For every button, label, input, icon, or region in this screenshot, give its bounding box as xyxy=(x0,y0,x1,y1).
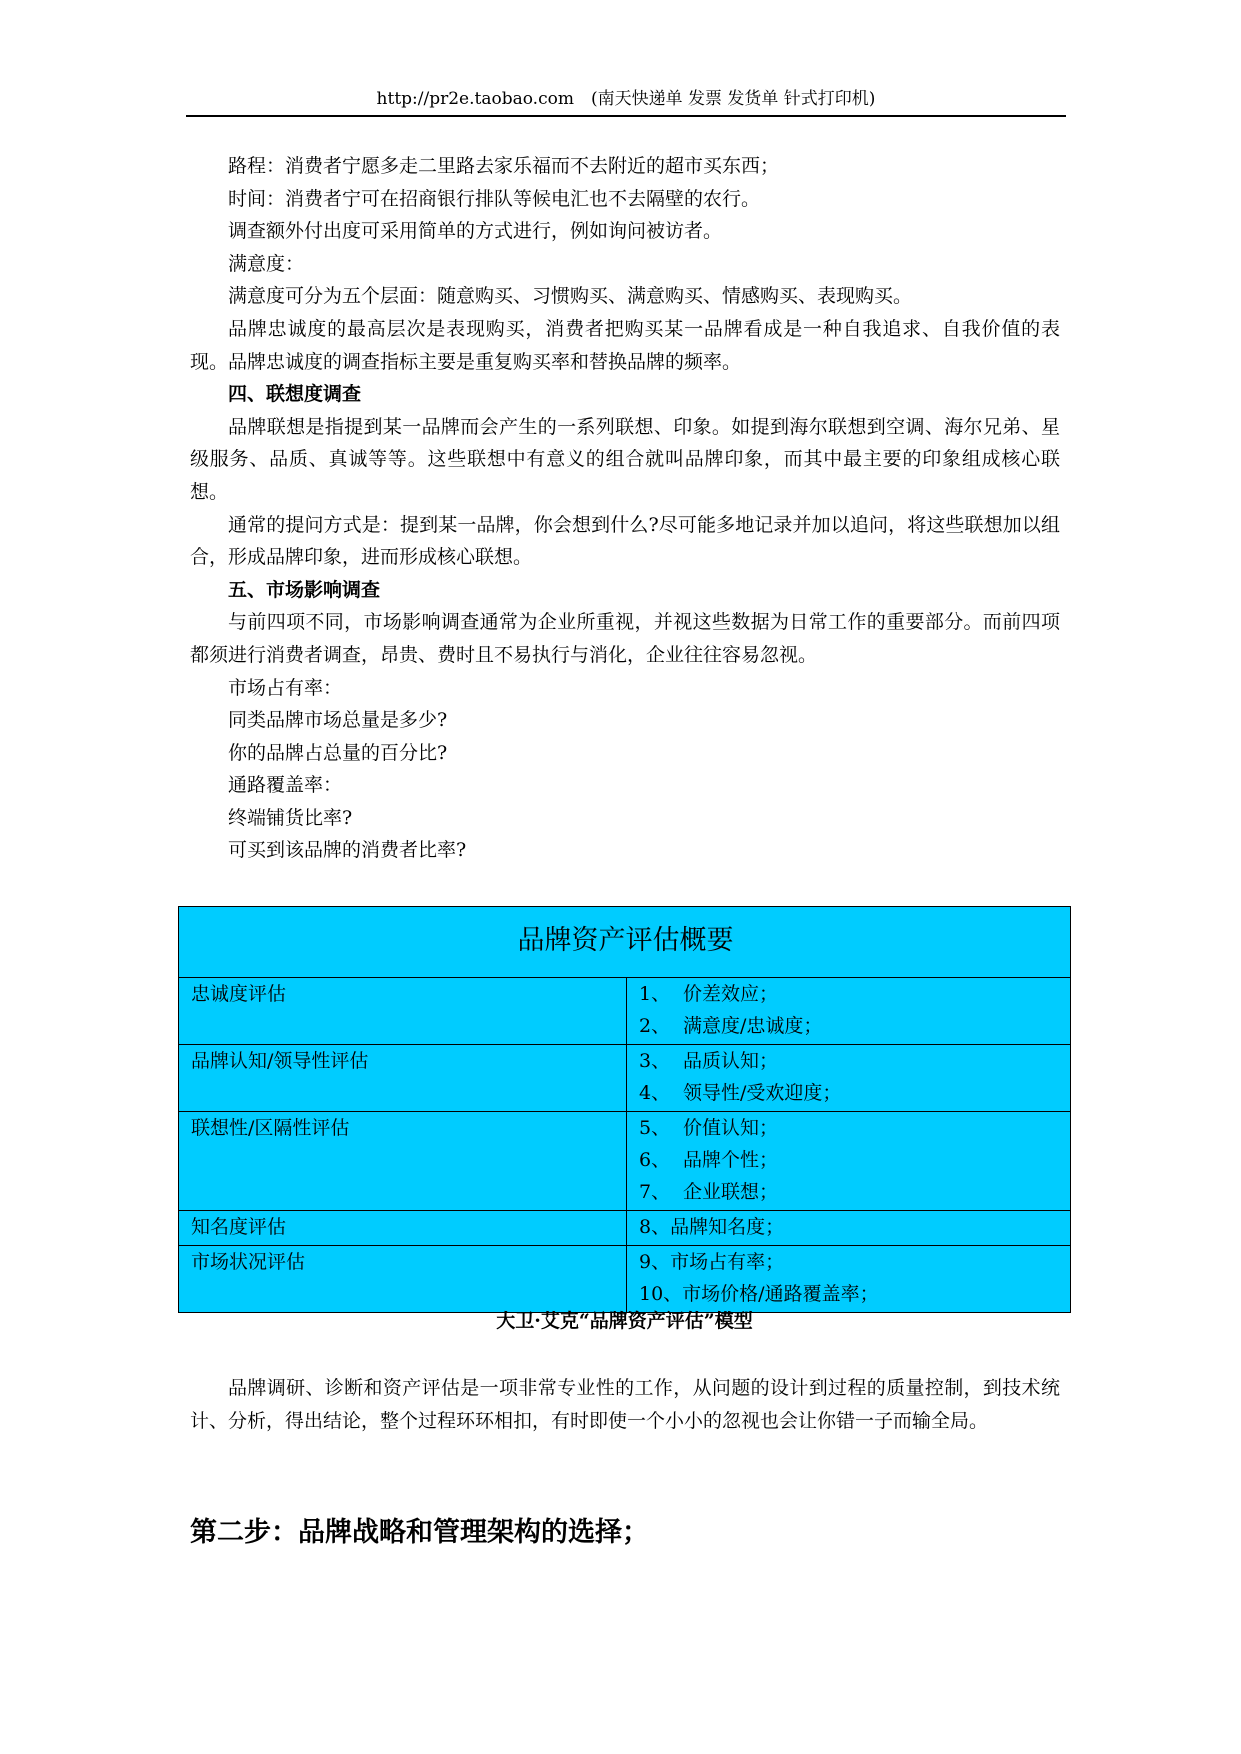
paragraph-extra-effort: 调查额外付出度可采用简单的方式进行，例如询问被访者。 xyxy=(228,220,723,243)
table-items xyxy=(627,1112,1071,1211)
header-rule xyxy=(186,115,1066,117)
table-row xyxy=(179,1246,1071,1313)
table-item: 10、市场价格/通路覆盖率； xyxy=(639,1283,879,1305)
table-category: 知名度评估 xyxy=(179,1211,627,1246)
table-item: 5、 价值认知； xyxy=(639,1117,779,1139)
table-item: 3、 品质认知； xyxy=(639,1050,779,1072)
paragraph-satisfaction-levels: 满意度可分为五个层面：随意购买、习惯购买、满意购买、情感购买、表现购买。 xyxy=(228,285,913,308)
paragraph-market-share-label: 市场占有率： xyxy=(228,676,343,699)
step-heading: 第二步：品牌战略和管理架构的选择； xyxy=(190,1517,649,1548)
paragraph-market-total: 同类品牌市场总量是多少? xyxy=(228,709,448,732)
paragraph-time: 时间：消费者宁可在招商银行排队等候电汇也不去隔壁的农行。 xyxy=(228,187,761,210)
paragraph-consumer-ratio: 可买到该品牌的消费者比率? xyxy=(228,839,467,862)
table-row xyxy=(179,1045,1071,1112)
table-items xyxy=(627,1211,1071,1246)
table-item: 8、品牌知名度； xyxy=(639,1216,785,1238)
table-caption: 大卫·艾克“品牌资产评估”模型 xyxy=(496,1310,753,1332)
paragraph-market: 与前四项不同，市场影响调查通常为企业所重视，并视这些数据为日常工作的重要部分。而前四项都须进行消费者调查，昂贵、费时且不易执行与消化，企业往往容易忽视。 xyxy=(190,611,1060,666)
table-category: 品牌认知/领导性评估 xyxy=(179,1045,627,1112)
table-row xyxy=(179,1211,1071,1246)
table-item: 7、 企业联想； xyxy=(639,1181,779,1203)
closing-text xyxy=(190,1372,1060,1437)
table-row xyxy=(179,978,1071,1045)
paragraph-closing: 品牌调研、诊断和资产评估是一项非常专业性的工作，从问题的设计到过程的质量控制，到技术统计、分析，得出结论，整个过程环环相扣，有时即使一个小小的忽视也会让你错一子而输全局。 xyxy=(190,1377,1060,1432)
table-item: 4、 领导性/受欢迎度； xyxy=(639,1082,842,1104)
table-category: 联想性/区隔性评估 xyxy=(179,1112,627,1211)
paragraph-route: 路程：消费者宁愿多走二里路去家乐福而不去附近的超市买东西； xyxy=(228,155,780,177)
body-text xyxy=(190,150,1060,867)
page-header: http://pr2e.taobao.com (南天快递单 发票 发货单 针式打印机) xyxy=(376,89,876,109)
paragraph-question-method: 通常的提问方式是：提到某一品牌，你会想到什么?尽可能多地记录并加以追问，将这些联想加以组合，形成品牌印象，进而形成核心联想。 xyxy=(190,513,1060,569)
table-category: 忠诚度评估 xyxy=(179,978,627,1045)
table-row xyxy=(179,1112,1071,1211)
table-items xyxy=(627,1246,1071,1313)
table-category: 市场状况评估 xyxy=(179,1246,627,1313)
table-items xyxy=(627,1045,1071,1112)
section-heading-association: 四、联想度调查 xyxy=(228,383,362,406)
paragraph-terminal-ratio: 终端铺货比率? xyxy=(228,806,353,829)
paragraph-brand-percent: 你的品牌占总量的百分比? xyxy=(228,741,448,764)
table-title: 品牌资产评估概要 xyxy=(179,907,1071,978)
table-item: 1、 价差效应； xyxy=(639,983,779,1005)
table-items xyxy=(627,978,1071,1045)
section-heading-market: 五、市场影响调查 xyxy=(228,578,381,601)
table-item: 9、市场占有率； xyxy=(639,1251,785,1273)
paragraph-loyalty: 品牌忠诚度的最高层次是表现购买，消费者把购买某一品牌看成是一种自我追求、自我价值的表现。品牌忠诚度的调查指标主要是重复购买率和替换品牌的频率。 xyxy=(190,317,1060,373)
brand-equity-table xyxy=(178,906,1071,1313)
paragraph-coverage-label: 通路覆盖率： xyxy=(228,774,343,797)
table-item: 2、 满意度/忠诚度； xyxy=(639,1015,823,1037)
paragraph-satisfaction-label: 满意度： xyxy=(228,252,305,275)
paragraph-association: 品牌联想是指提到某一品牌而会产生的一系列联想、印象。如提到海尔联想到空调、海尔兄弟、星级服务、品质、真诚等等。这些联想中有意义的组合就叫品牌印象，而其中最主要的印象组成核心联想。 xyxy=(190,415,1060,503)
table-item: 6、 品牌个性； xyxy=(639,1149,779,1171)
